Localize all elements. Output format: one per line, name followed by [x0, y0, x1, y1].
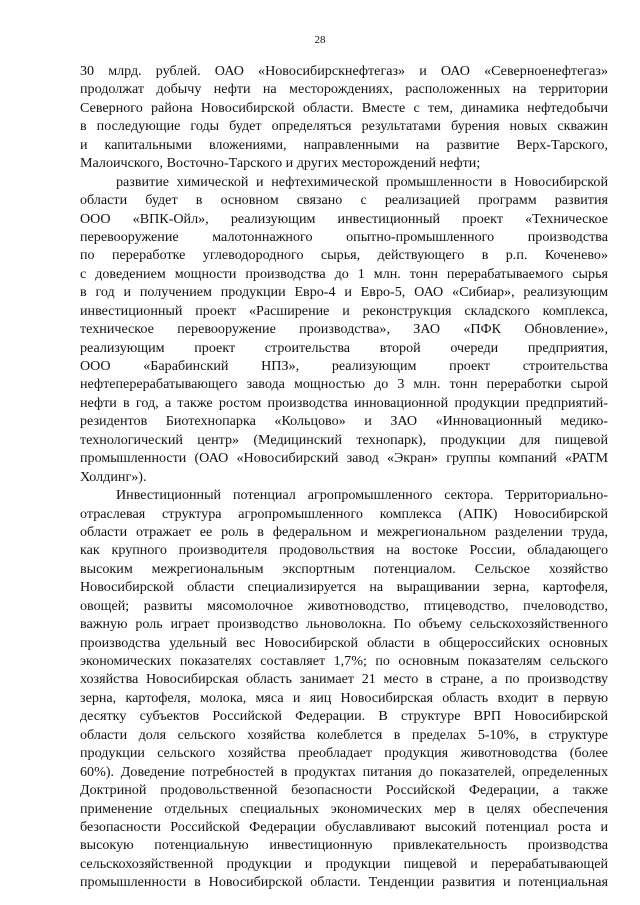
text-line: десятку субъектов Российской Федерации. В структуре ВРП Новосибирской [80, 708, 608, 725]
text-line: в год и получением продукции Евро-4 и Евро-5, ОАО «Сибиар», реализующим [80, 284, 608, 301]
text-line: применение отдельных специальных экономических мер в целях обеспечения [80, 800, 608, 817]
text-line: Малоичского, Восточно-Тарского и других месторождений нефти; [80, 155, 481, 172]
text-line: хозяйства Новосибирская область занимает 21 место в стране, а по производству [80, 671, 608, 688]
text-line: ООО «Барабинский НПЗ», реализующим проект строительства [80, 358, 608, 374]
text-line: Доктриной продовольственной безопасности Российской Федерации, а также [80, 782, 608, 799]
text-line: нефтеперерабатывающего завода мощностью до 3 млн. тонн переработки сырой [80, 376, 608, 393]
text-line: продолжат добычу нефти на месторождениях, расположенных на территории [80, 81, 608, 98]
text-line: важную роль играет производство льноволокна. По объему сельскохозяйственного [80, 616, 608, 633]
text-line: безопасности Российской Федерации обуславливают высокий потенциал роста и [80, 818, 608, 835]
text-line: отраслевая структура агропромышленного комплекса (АПК) Новосибирской [80, 505, 608, 522]
text-line: области доля сельского хозяйства колеблется в пределах 5-10%, в структуре [80, 726, 608, 743]
text-line: продукции сельского хозяйства преобладает продукция животноводства (более [80, 745, 608, 762]
page-number: 28 [314, 34, 326, 46]
text-line: инвестиционный проект «Расширение и реконструкция складского комплекса, [80, 302, 608, 319]
text-line: Инвестиционный потенциал агропромышленного сектора. Территориально- [116, 487, 608, 504]
text-line: высоким межрегиональным экспортным потенциалом. Сельское хозяйство [80, 560, 608, 577]
text-line: реализующим проект строительства второй очереди предприятия, [80, 339, 608, 356]
text-line: развитие химической и нефтехимической промышленности в Новосибирской [116, 173, 608, 190]
text-line: Новосибирской области специализируется на выращивании зерна, картофеля, [80, 579, 608, 596]
text-line: области отражает ее роль в федеральном и межрегиональном разделении труда, [80, 523, 608, 540]
text-line: области будет в основном связано с реализацией программ развития [80, 192, 608, 209]
body-text [80, 62, 608, 892]
text-line: 60%). Доведение потребностей в продуктах питания до показателей, определенных [80, 763, 608, 780]
text-line: как крупного производителя продовольствия на востоке России, обладающего [80, 542, 608, 559]
text-line: технологический центр» (Медицинский технопарк), продукции для пищевой [80, 431, 608, 448]
text-line: по переработке углеводородного сырья, действующего в р.п. Коченево» [80, 247, 608, 264]
text-line: высокую потенциальную инвестиционную привлекательность производства [80, 837, 608, 854]
text-line: ООО «ВПК-Ойл», реализующим инвестиционный проект «Техническое [80, 210, 608, 227]
text-line: экономических показателях составляет 1,7%; по основным показателям сельского [80, 653, 608, 669]
text-line: резидентов Биотехнопарка «Кольцово» и ЗАО «Инновационный медико- [80, 413, 608, 430]
text-line: Северного района Новосибирской области. Вместе с тем, динамика нефтедобычи [80, 99, 608, 116]
text-line: сельскохозяйственной продукции и продукции пищевой и перерабатывающей [80, 855, 608, 872]
text-line: овощей; развиты мясомолочное животноводство, птицеводство, пчеловодство, [80, 597, 608, 614]
text-line: нефти в год, а также ростом производства инновационной продукции предприятий- [80, 394, 608, 411]
text-line: промышленности (ОАО «Новосибирский завод «Экран» группы компаний «РАТМ [80, 450, 608, 467]
text-line: 30 млрд. рублей. ОАО «Новосибирскнефтегаз» и ОАО «Северноенефтегаз» [80, 63, 608, 79]
text-line: в последующие годы будет определяться результатами бурения новых скважин [80, 118, 608, 135]
text-line: техническое перевооружение производства», ЗАО «ПФК Обновление», [80, 321, 608, 338]
text-line: промышленности в Новосибирской области. Тенденции развития и потенциальная [80, 874, 608, 891]
text-line: перевооружение малотоннажного опытно-промышленного производства [80, 228, 608, 245]
text-line: и капитальными вложениями, направленными на развитие Верх-Тарского, [80, 136, 608, 153]
text-line: с доведением мощности производства до 1 млн. тонн перерабатываемого сырья [80, 265, 608, 282]
text-line: Холдинг»). [80, 468, 147, 485]
text-line: производства удельный вес Новосибирской области в общероссийских основных [80, 634, 608, 651]
text-line: зерна, картофеля, молока, мяса и яиц Новосибирская область входит в первую [80, 689, 608, 706]
